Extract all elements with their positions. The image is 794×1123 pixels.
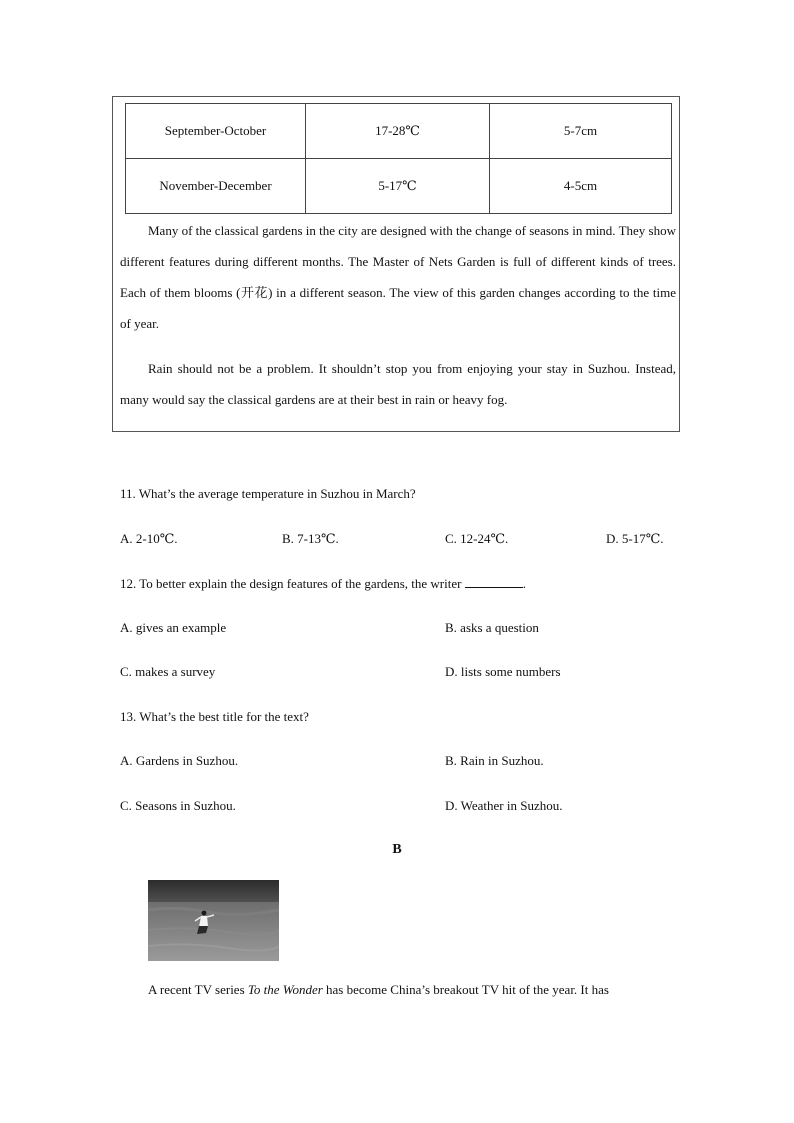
question-12 — [120, 575, 526, 592]
question-13: 13. What’s the best title for the text? — [120, 709, 309, 724]
table-row — [126, 159, 672, 214]
table-cell-months: September-October — [126, 104, 306, 159]
question-12-stem-end: . — [522, 576, 526, 591]
passage-paragraph-2 — [120, 353, 676, 415]
question-11-option-c[interactable]: C. 12-24℃. — [445, 531, 509, 546]
question-12-option-b[interactable]: B. asks a question — [445, 620, 539, 635]
question-11-option-d[interactable]: D. 5-17℃. — [606, 531, 664, 546]
intro-text-before: A recent TV series — [148, 982, 248, 997]
section-heading: B — [392, 842, 402, 857]
question-12-stem: 12. To better explain the design features of the gardens, the writer — [120, 576, 462, 591]
climate-table — [125, 103, 672, 214]
paragraph-2-text: Rain should not be a problem. It shouldn’t stop you from enjoying your stay in Suzhou. Instead, many would say the classical gardens are at their best in rain or heavy fog. — [120, 361, 676, 407]
question-12-option-a[interactable]: A. gives an example — [120, 620, 227, 635]
question-12-option-c[interactable]: C. makes a survey — [120, 664, 216, 679]
question-12-option-d[interactable]: D. lists some numbers — [445, 664, 561, 679]
question-13-option-a[interactable]: A. Gardens in Suzhou. — [120, 753, 239, 768]
question-11: 11. What’s the average temperature in Suzhou in March? — [120, 486, 416, 501]
answer-blank — [465, 575, 523, 588]
passage-paragraph-1 — [120, 215, 676, 339]
question-13-option-b[interactable]: B. Rain in Suzhou. — [445, 753, 544, 768]
table-cell-rainfall: 5-7cm — [490, 104, 672, 159]
question-13-option-c[interactable]: C. Seasons in Suzhou. — [120, 798, 236, 813]
table-cell-temperature: 5-17℃ — [306, 159, 490, 214]
field-photo — [148, 880, 279, 961]
question-13-option-d[interactable]: D. Weather in Suzhou. — [445, 798, 563, 813]
table-row — [126, 104, 672, 159]
question-11-option-a[interactable]: A. 2-10℃. — [120, 531, 178, 546]
section-b-intro — [148, 982, 609, 998]
table-cell-temperature: 17-28℃ — [306, 104, 490, 159]
tv-series-title: To the Wonder — [247, 982, 323, 997]
table-cell-rainfall: 4-5cm — [490, 159, 672, 214]
paragraph-1-text: Many of the classical gardens in the city are designed with the change of seasons in mind. They show different features during different months. The Master of Nets Garden is full of different kinds of trees. Each of them blooms (开花) in a different season. The view of this garden changes according to the time of year. — [120, 223, 676, 331]
intro-text-after: has become China’s breakout TV hit of the year. It has — [322, 982, 609, 997]
table-cell-months: November-December — [126, 159, 306, 214]
reading-passage-box — [112, 96, 680, 432]
question-11-option-b[interactable]: B. 7-13℃. — [282, 531, 339, 546]
